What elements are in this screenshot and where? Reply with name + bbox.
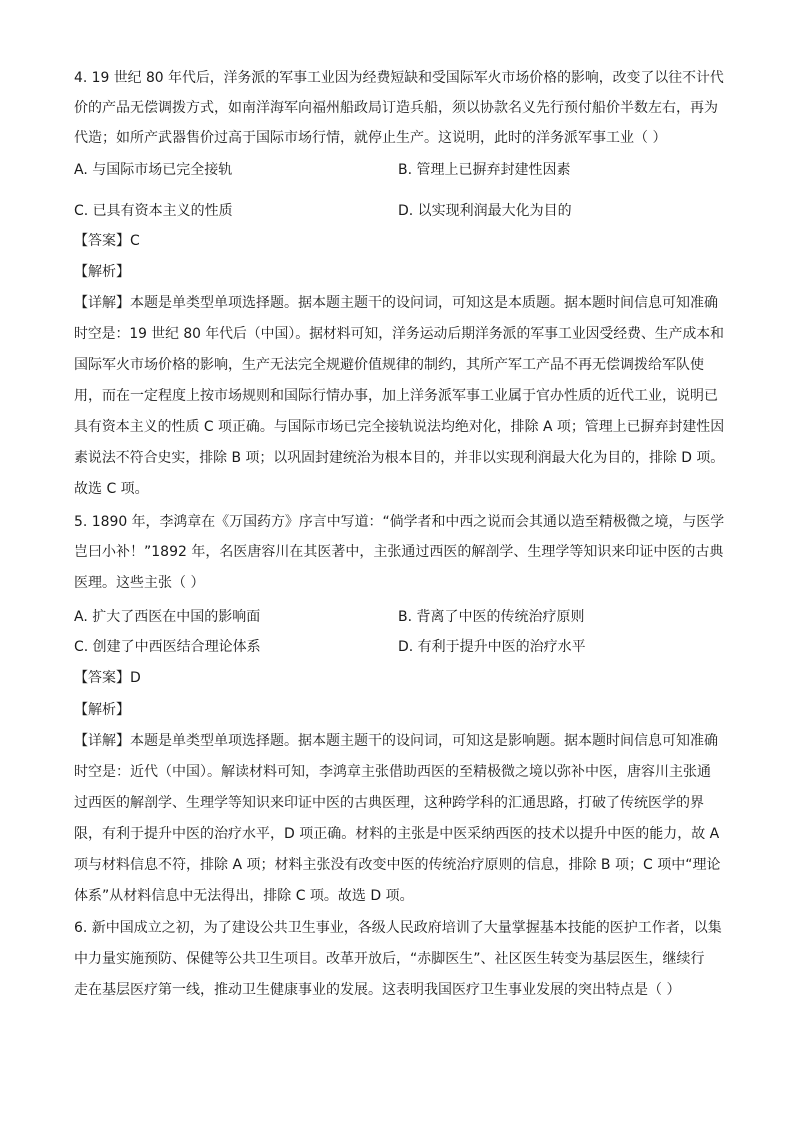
question-4-detail-line-1: 【详解】本题是单类型单项选择题。据本题主题干的设问词，可知这是本质题。据本题时间信息可知准确 [74, 295, 718, 311]
question-5-option-d: D. 有利于提升中医的治疗水平 [398, 639, 586, 655]
question-4-answer [74, 231, 724, 251]
question-4-detail-line-2: 时空是：19 世纪 80 年代后（中国）。据材料可知，洋务运动后期洋务派的军事工业因受经费、生产成本和 [74, 326, 724, 342]
answer-value: D [130, 670, 141, 686]
question-5-analysis-label: 【解析】 [74, 702, 130, 718]
question-5-detail-line-4: 限，有利于提升中医的治疗水平，D 项正确。材料的主张是中医采纳西医的技术以提升中医的能力，故 A [74, 826, 720, 842]
question-5-detail-line-3: 过西医的解剖学、生理学等知识来印证中医的古典医理，这种跨学科的汇通思路，打破了传统医学的界 [74, 795, 704, 811]
question-6-stem-line-3: 走在基层医疗第一线，推动卫生健康事业的发展。这表明我国医疗卫生事业发展的突出特点是（ ） [74, 982, 681, 998]
question-5-detail-line-2: 时空是：近代（中国）。解读材料可知，李鸿章主张借助西医的至精极微之境以弥补中医，唐容川主张通 [74, 764, 711, 780]
question-5-detail-line-5: 项与材料信息不符，排除 A 项；材料主张没有改变中医的传统治疗原则的信息，排除 B 项；C 项中“理论 [74, 857, 721, 873]
question-5-options-row-2 [74, 637, 724, 657]
answer-label: 【答案】 [74, 670, 130, 686]
question-5-options-row-1 [74, 607, 724, 627]
question-4-detail-line-4: 用，而在一定程度上按市场规则和国际行情办事，加上洋务派军事工业属于官办性质的近代工业，说明已 [74, 388, 718, 404]
question-4-option-c: C. 已具有资本主义的性质 [74, 203, 233, 219]
question-4-detail-line-3: 国际军火市场价格的影响，生产无法完全规避价值规律的制约，其所产军工产品不再无偿调拨给军队使 [74, 357, 704, 373]
question-4-detail-line-6: 素说法不符合史实，排除 B 项；以巩固封建统治为根本目的，并非以实现利润最大化为目的，排除 D 项。 [74, 450, 725, 466]
answer-label: 【答案】 [74, 233, 130, 249]
question-4-options-row-1 [74, 160, 724, 180]
question-5-detail-line-6: 体系”从材料信息中无法得出，排除 C 项。故选 D 项。 [74, 888, 414, 904]
question-4-option-a: A. 与国际市场已完全接轨 [74, 162, 233, 178]
question-5-detail-line-1: 【详解】本题是单类型单项选择题。据本题主题干的设问词，可知这是影响题。据本题时间信息可知准确 [74, 733, 718, 749]
question-5-option-a: A. 扩大了西医在中国的影响面 [74, 609, 261, 625]
question-4-detail-line-7: 故选 C 项。 [74, 481, 149, 497]
question-4-option-d: D. 以实现利润最大化为目的 [398, 203, 572, 219]
question-6-stem-line-2: 中力量实施预防、保健等公共卫生项目。改革开放后，“赤脚医生”、社区医生转变为基层医生，继续行 [74, 951, 705, 967]
question-5-option-c: C. 创建了中西医结合理论体系 [74, 639, 261, 655]
question-5-stem-line-1: 5. 1890 年，李鸿章在《万国药方》序言中写道：“倘学者和中西之说而会其通以造至精极微之境，与医学 [74, 514, 725, 530]
question-4-stem-line-3: 代造；如所产武器售价过高于国际市场行情，就停止生产。这说明，此时的洋务派军事工业（ ） [74, 130, 667, 146]
question-4-options-row-2 [74, 201, 724, 221]
question-4-stem-line-1: 4. 19 世纪 80 年代后，洋务派的军事工业因为经费短缺和受国际军火市场价格的影响，改变了以往不计代 [74, 70, 724, 86]
question-6-stem-line-1: 6. 新中国成立之初，为了建设公共卫生事业，各级人民政府培训了大量掌握基本技能的医护工作者，以集 [74, 920, 722, 936]
question-4-detail-line-5: 具有资本主义的性质 C 项正确。与国际市场已完全接轨说法均绝对化，排除 A 项；管理上已摒弃封建性因 [74, 419, 725, 435]
question-5-option-b: B. 背离了中医的传统治疗原则 [398, 609, 585, 625]
question-5-stem-line-2: 岂曰小补！”1892 年，名医唐容川在其医著中，主张通过西医的解剖学、生理学等知识来印证中医的古典 [74, 544, 724, 560]
question-4-option-b: B. 管理上已摒弃封建性因素 [398, 162, 571, 178]
question-5-answer [74, 668, 724, 688]
question-4-analysis-label: 【解析】 [74, 264, 130, 280]
question-5-stem-line-3: 医理。这些主张（ ） [74, 575, 205, 591]
answer-value: C [130, 233, 140, 249]
question-4-stem-line-2: 价的产品无偿调拨方式，如南洋海军向福州船政局订造兵船，须以协款名义先行预付船价半数左右，再为 [74, 100, 718, 116]
